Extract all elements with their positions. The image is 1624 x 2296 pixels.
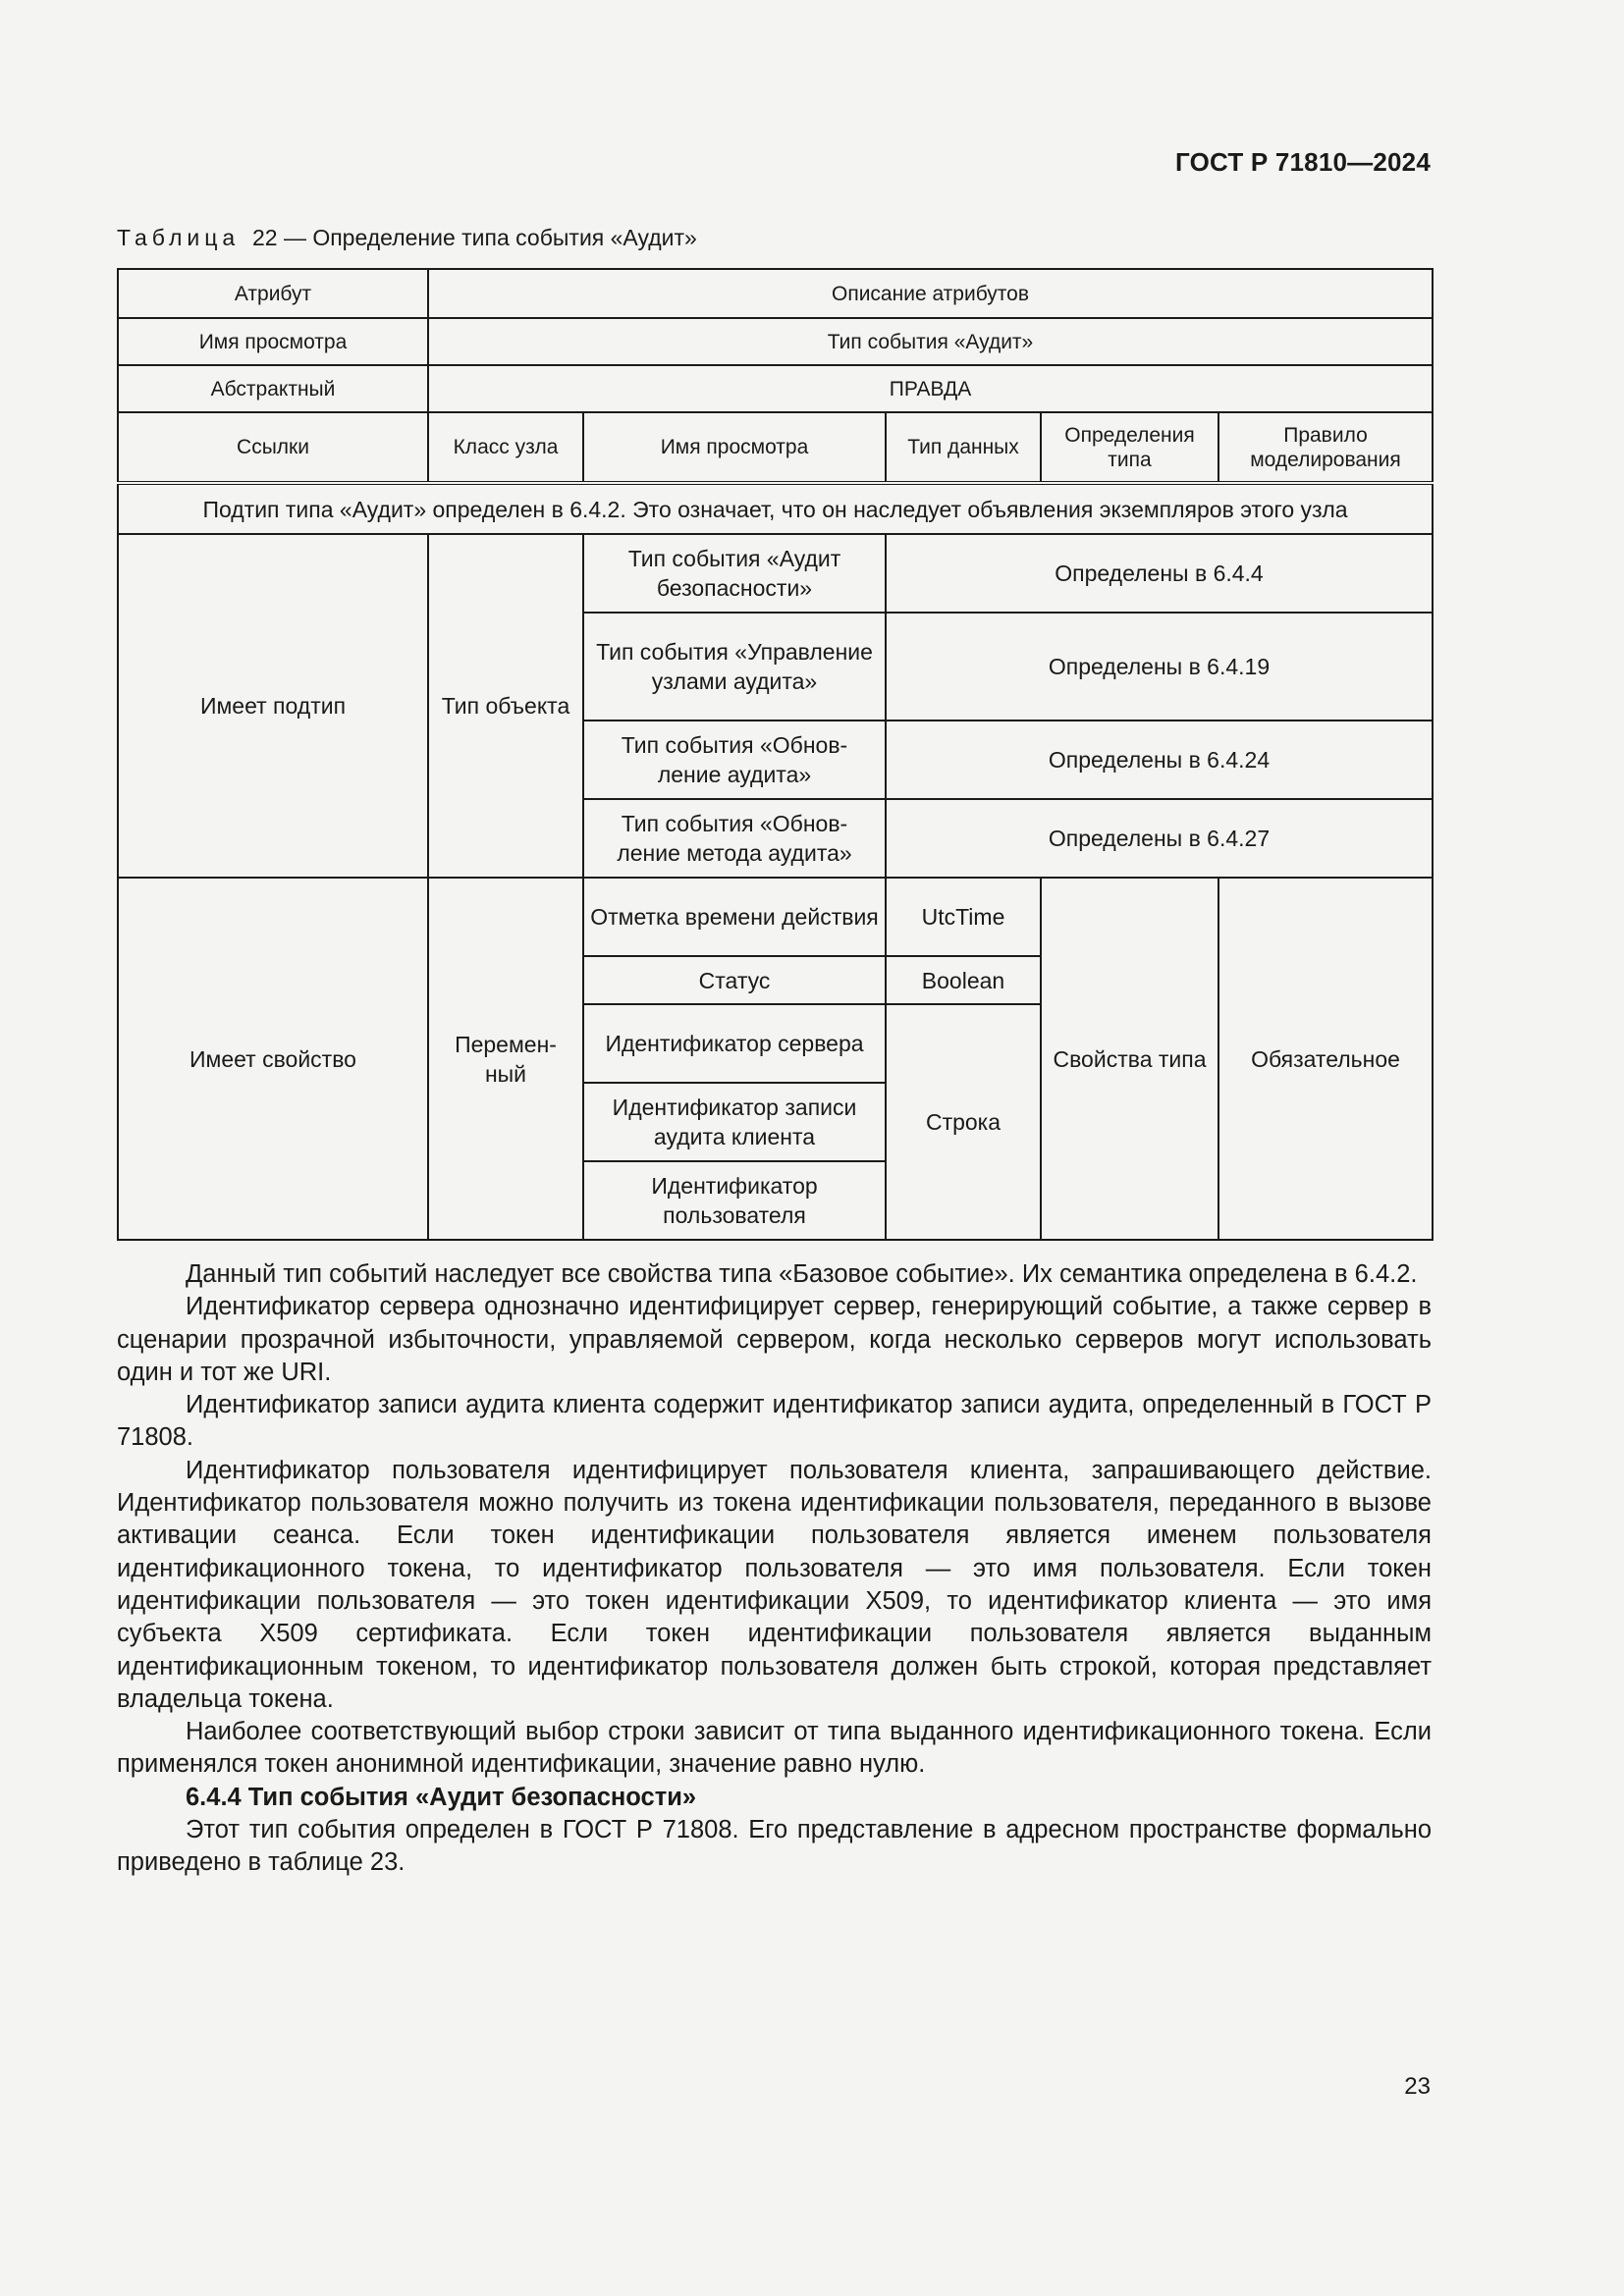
property-view-name: Идентификатор записи аудита клиента [583, 1083, 886, 1161]
table-row [118, 534, 1433, 613]
paragraph: Идентификатор пользователя идентифицирует пользователя клиента, запрашивающего действие. Идентификатор пользователя можно получить из токена идентификации пользователя, переданного в вызове активации сеанса. Если токен идентификации пользователя является именем пользователя идентификационного токена, то идентификатор пользователя — это имя пользователя. Если токен идентификации пользователя — это токен идентификации X509, то идентификатор клиента — это имя субъекта X509 сертификата. Если токен идентификации пользователя является выданным идентификационным токеном, то идентификатор пользователя должен быть строкой, которая представляет владельца токена. [117, 1456, 1432, 1713]
table-row [118, 365, 1433, 412]
document-number: ГОСТ Р 71810—2024 [1175, 147, 1431, 177]
subtype-definition: Определены в 6.4.24 [886, 721, 1433, 799]
col-modelling-rule: Правило моделирования [1218, 412, 1433, 483]
audit-event-type-table [117, 268, 1434, 1241]
property-view-name: Отметка времени действия [583, 878, 886, 956]
table-caption-text: 22 — Определение типа события «Аудит» [251, 225, 697, 250]
table-row [118, 878, 1433, 956]
table-caption [117, 225, 697, 251]
property-node-class: Перемен-ный [428, 878, 583, 1240]
page-number: 23 [1404, 2073, 1431, 2100]
property-view-name: Идентификатор пользователя [583, 1161, 886, 1240]
col-view-name: Имя просмотра [583, 412, 886, 483]
col-node-class: Класс узла [428, 412, 583, 483]
attribute-header: Атрибут [118, 269, 428, 318]
subtype-reference: Имеет подтип [118, 534, 428, 878]
subtype-note: Подтип типа «Аудит» определен в 6.4.2. Это означает, что он наследует объявления экземпляров этого узла [118, 483, 1433, 534]
paragraph: Данный тип событий наследует все свойства типа «Базовое событие». Их семантика определена в 6.4.2. [186, 1260, 1418, 1288]
subtype-definition: Определены в 6.4.27 [886, 799, 1433, 878]
property-data-type: UtcTime [886, 878, 1041, 956]
col-data-type: Тип данных [886, 412, 1041, 483]
paragraph: Наиболее соответствующий выбор строки зависит от типа выданного идентификационного токена. Если применялся токен анонимной идентификации, значение равно нулю. [117, 1718, 1432, 1779]
col-type-definition: Определения типа [1041, 412, 1218, 483]
property-reference: Имеет свойство [118, 878, 428, 1240]
view-name-value: Тип события «Аудит» [428, 318, 1433, 365]
abstract-value: ПРАВДА [428, 365, 1433, 412]
subtype-node-class: Тип объекта [428, 534, 583, 878]
subtype-definition: Определены в 6.4.19 [886, 613, 1433, 721]
property-view-name: Статус [583, 956, 886, 1004]
subtype-view-name: Тип события «Управление узлами аудита» [583, 613, 886, 721]
property-view-name: Идентификатор сервера [583, 1004, 886, 1083]
body-text [117, 1258, 1432, 1880]
subtype-view-name: Тип события «Обнов-ление метода аудита» [583, 799, 886, 878]
table-row [118, 483, 1433, 534]
property-type-definition: Свойства типа [1041, 878, 1218, 1240]
property-data-type: Boolean [886, 956, 1041, 1004]
subtype-definition: Определены в 6.4.4 [886, 534, 1433, 613]
abstract-label: Абстрактный [118, 365, 428, 412]
table-caption-prefix: Таблица [117, 225, 241, 250]
section-heading: 6.4.4 Тип события «Аудит безопасности» [186, 1783, 697, 1811]
paragraph: Идентификатор записи аудита клиента содержит идентификатор записи аудита, определенный в ГОСТ Р 71808. [117, 1391, 1432, 1452]
attribute-description-header: Описание атрибутов [428, 269, 1433, 318]
paragraph: Идентификатор сервера однозначно идентифицирует сервер, генерирующий событие, а также сервер в сценарии прозрачной избыточности, управляемой сервером, когда несколько серверов могут использовать один и тот же URI. [117, 1293, 1432, 1386]
table-row [118, 269, 1433, 318]
paragraph: Этот тип события определен в ГОСТ Р 71808. Его представление в адресном пространстве формально приведено в таблице 23. [117, 1816, 1432, 1877]
table-row [118, 318, 1433, 365]
column-header-row [118, 412, 1433, 483]
col-references: Ссылки [118, 412, 428, 483]
subtype-view-name: Тип события «Аудит безопасности» [583, 534, 886, 613]
subtype-view-name: Тип события «Обнов-ление аудита» [583, 721, 886, 799]
property-data-type: Строка [886, 1004, 1041, 1240]
property-modelling-rule: Обязательное [1218, 878, 1433, 1240]
view-name-label: Имя просмотра [118, 318, 428, 365]
